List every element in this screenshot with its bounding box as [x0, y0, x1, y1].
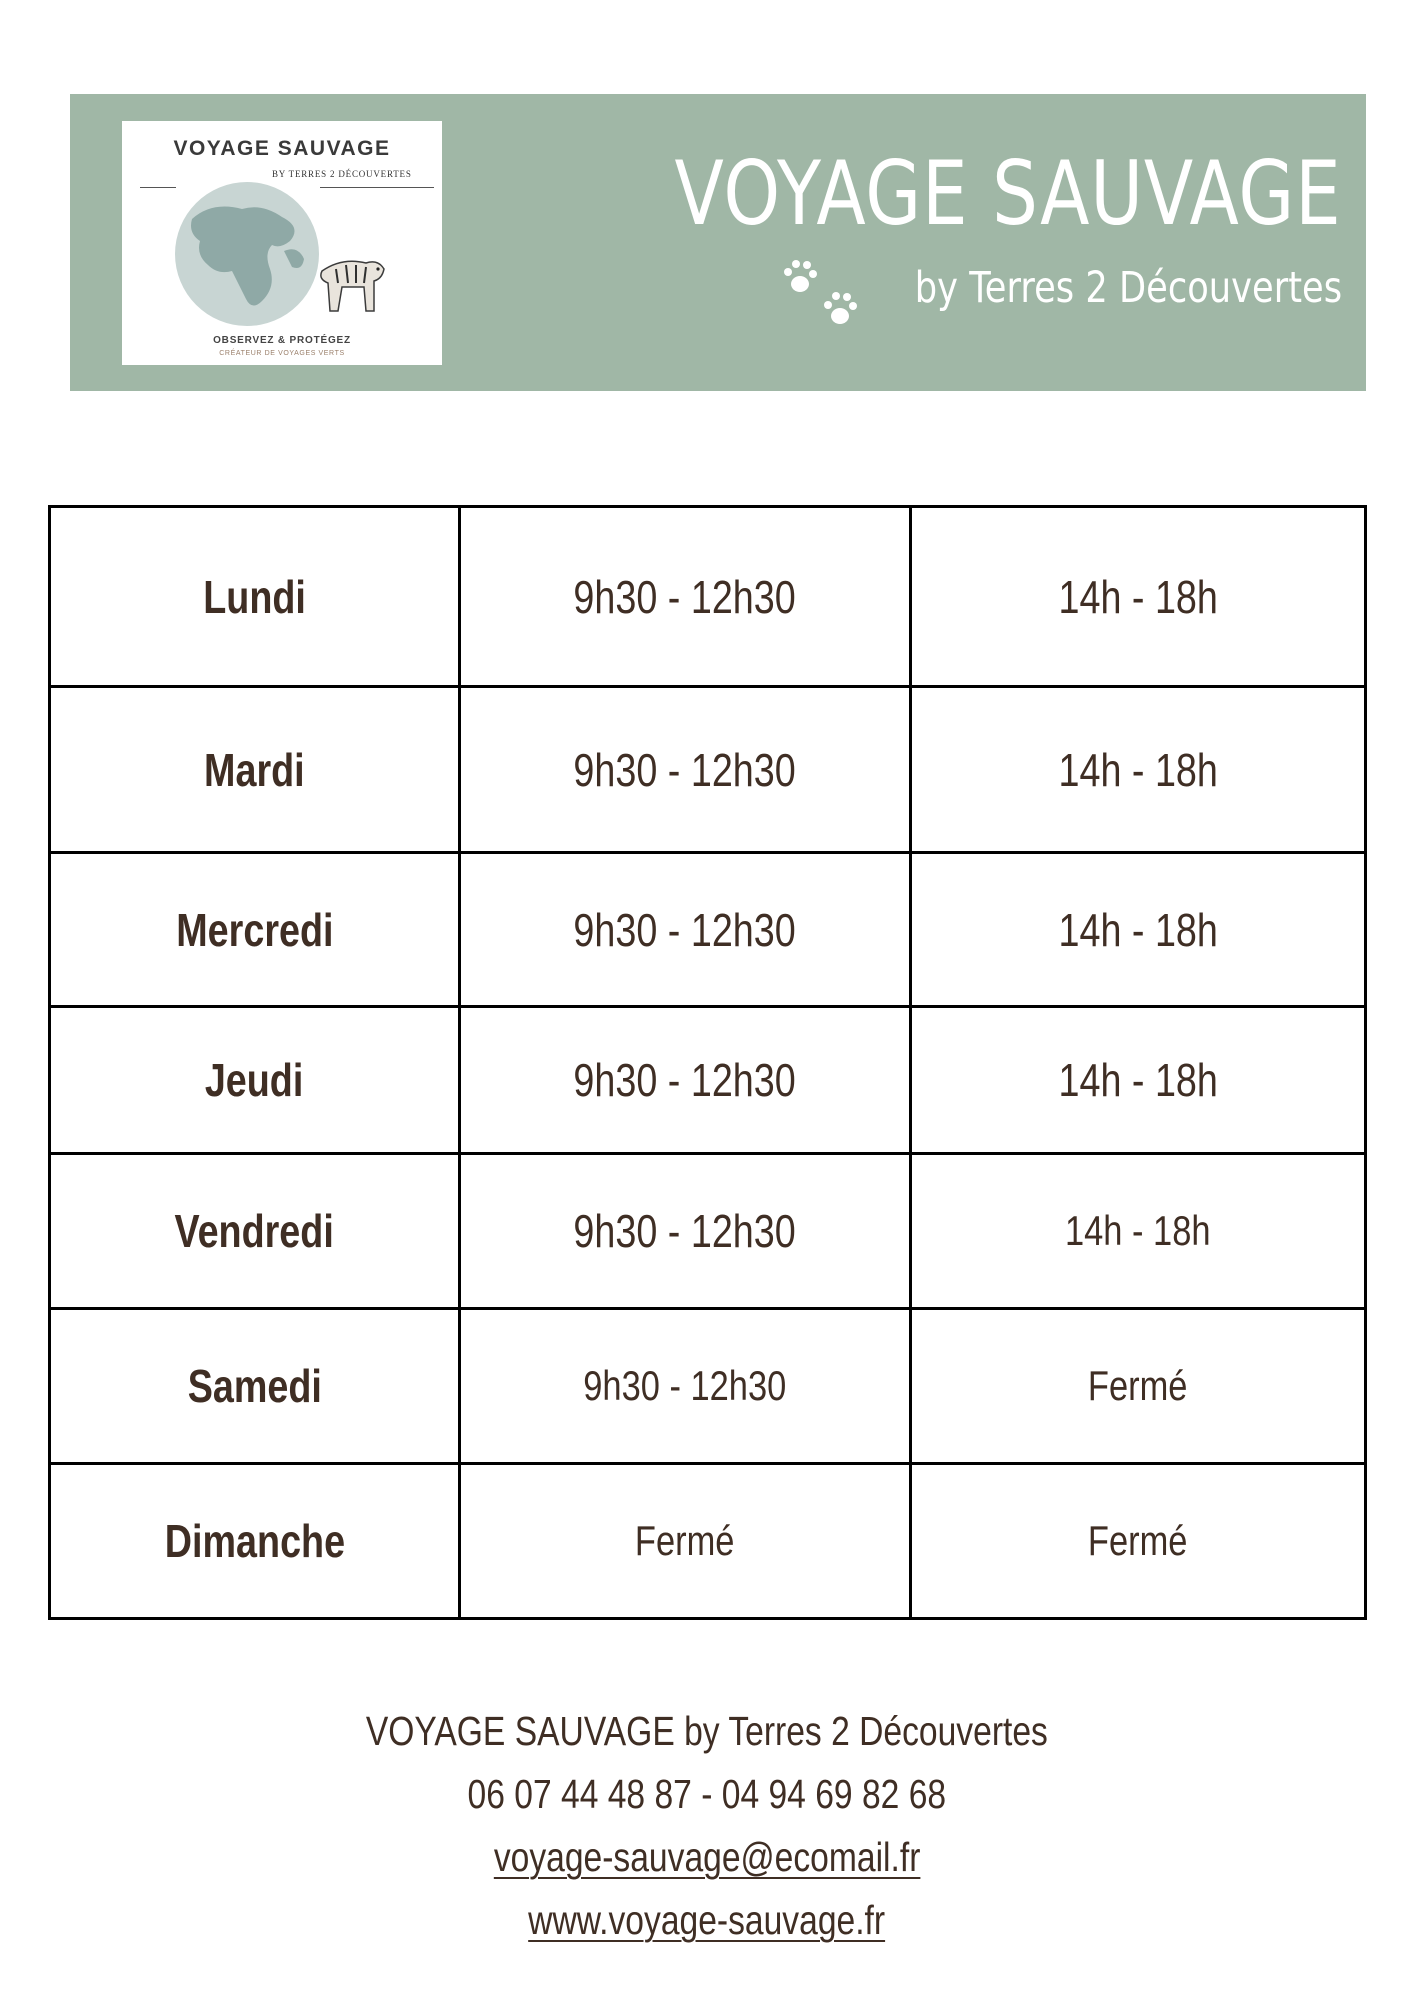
page-title: VOYAGE SAUVAGE — [674, 142, 1342, 245]
afternoon-hours: 14h - 18h — [1058, 570, 1218, 623]
day-label: Jeudi — [205, 1054, 304, 1106]
day-cell — [50, 853, 460, 1007]
afternoon-hours-cell — [911, 853, 1366, 1007]
opening-hours-table — [48, 505, 1367, 1620]
day-cell — [50, 1464, 460, 1619]
day-cell — [50, 1007, 460, 1154]
company-name: VOYAGE SAUVAGE by Terres 2 Découvertes — [365, 1708, 1049, 1754]
day-label: Mercredi — [175, 903, 334, 956]
afternoon-hours: 14h - 18h — [1058, 903, 1218, 956]
afternoon-hours-cell — [911, 1464, 1366, 1619]
morning-hours: 9h30 - 12h30 — [573, 1205, 797, 1257]
tiger-icon — [321, 261, 384, 311]
afternoon-hours-cell — [911, 687, 1366, 853]
day-label: Dimanche — [164, 1515, 345, 1567]
logo-tagline: OBSERVEZ & PROTÉGEZ — [213, 335, 351, 346]
afternoon-hours: 14h - 18h — [1058, 743, 1218, 796]
day-label: Samedi — [187, 1360, 322, 1412]
morning-hours-cell — [460, 507, 911, 687]
website-link[interactable]: www.voyage-sauvage.fr — [528, 1897, 886, 1943]
header-banner — [70, 94, 1366, 391]
morning-hours-cell — [460, 853, 911, 1007]
table-row — [50, 507, 1366, 687]
afternoon-hours-cell — [911, 507, 1366, 687]
email-link[interactable]: voyage-sauvage@ecomail.fr — [493, 1834, 921, 1880]
morning-hours: 9h30 - 12h30 — [573, 903, 797, 956]
table-row — [50, 1154, 1366, 1309]
table-row — [50, 1464, 1366, 1619]
day-cell — [50, 507, 460, 687]
table-row — [50, 853, 1366, 1007]
day-label: Lundi — [203, 570, 306, 623]
paw-prints-icon — [780, 258, 870, 334]
morning-hours-cell — [460, 687, 911, 853]
morning-hours: 9h30 - 12h30 — [573, 1054, 797, 1106]
morning-hours: 9h30 - 12h30 — [583, 1362, 787, 1409]
afternoon-hours-cell — [911, 1007, 1366, 1154]
afternoon-hours: Fermé — [1088, 1362, 1188, 1409]
company-logo — [122, 121, 442, 365]
table-row — [50, 1007, 1366, 1154]
phone-numbers: 06 07 44 48 87 - 04 94 69 82 68 — [467, 1771, 947, 1817]
day-cell — [50, 687, 460, 853]
morning-hours: Fermé — [635, 1517, 735, 1564]
day-cell — [50, 1309, 460, 1464]
morning-hours-cell — [460, 1309, 911, 1464]
morning-hours-cell — [460, 1154, 911, 1309]
day-cell — [50, 1154, 460, 1309]
logo-subtitle: BY TERRES 2 DÉCOUVERTES — [272, 169, 412, 179]
logo-tagline-small: CRÉATEUR DE VOYAGES VERTS — [219, 350, 345, 357]
day-label: Mardi — [204, 743, 305, 796]
morning-hours-cell — [460, 1464, 911, 1619]
table-row — [50, 1309, 1366, 1464]
logo-title: VOYAGE SAUVAGE — [173, 137, 391, 160]
contact-footer — [0, 1700, 1414, 1952]
table-row — [50, 687, 1366, 853]
afternoon-hours-cell — [911, 1309, 1366, 1464]
day-label: Vendredi — [174, 1205, 335, 1257]
afternoon-hours: Fermé — [1088, 1517, 1188, 1564]
afternoon-hours-cell — [911, 1154, 1366, 1309]
page-subtitle: by Terres 2 Découvertes — [914, 263, 1342, 313]
morning-hours: 9h30 - 12h30 — [573, 743, 797, 796]
afternoon-hours: 14h - 18h — [1065, 1207, 1211, 1254]
afternoon-hours: 14h - 18h — [1058, 1054, 1218, 1106]
globe-tiger-illustration — [152, 179, 412, 329]
morning-hours-cell — [460, 1007, 911, 1154]
morning-hours: 9h30 - 12h30 — [573, 570, 797, 623]
